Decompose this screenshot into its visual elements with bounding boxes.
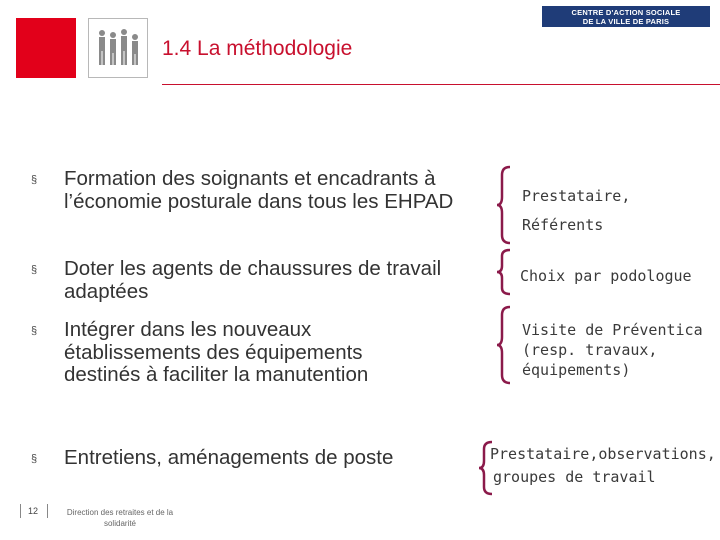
- brace-icon: [496, 305, 516, 385]
- footer-line: Direction des retraites et de la: [66, 508, 174, 517]
- list-item: Entretiens, aménagements de poste: [64, 446, 394, 469]
- brace-icon: [496, 165, 516, 245]
- note-line: (resp. travaux,: [522, 341, 658, 359]
- bullet-marker: §: [31, 174, 38, 186]
- footer-divider: [47, 504, 48, 518]
- note-line: groupes de travail: [493, 468, 656, 486]
- organization-logo: [542, 6, 710, 27]
- logo-line-2: DE LA VILLE DE PARIS: [582, 17, 670, 26]
- note-line: Référents: [522, 216, 604, 234]
- bullet-marker: §: [31, 325, 38, 337]
- brace-icon: [496, 248, 516, 296]
- note-prestataire: [522, 186, 630, 235]
- page-title: 1.4 La méthodologie: [162, 37, 353, 60]
- note-line: Visite de Préventica: [522, 321, 703, 339]
- footer-line: solidarité: [103, 519, 136, 528]
- list-item: Formation des soignants et encadrants à l’économie posturale dans tous les EHPAD: [64, 167, 454, 213]
- logo-line-1: CENTRE D'ACTION SOCIALE: [571, 8, 681, 17]
- page-number: 12: [28, 506, 39, 516]
- note-podologue: [520, 266, 692, 286]
- list-item: Intégrer dans les nouveaux établissements des équipements destinés à faciliter la manutention: [64, 318, 369, 386]
- note-observations: [490, 444, 716, 487]
- note-line: Prestataire,observations,: [490, 445, 716, 463]
- footer-divider: [20, 504, 21, 518]
- red-decor-block: [16, 18, 76, 78]
- list-item: Doter les agents de chaussures de travail adaptées: [64, 257, 442, 303]
- note-line: Choix par podologue: [520, 267, 692, 285]
- note-line: équipements): [522, 361, 631, 379]
- people-illustration: [88, 18, 148, 78]
- note-line: Prestataire,: [522, 187, 631, 205]
- footer-text: [50, 507, 190, 529]
- bullet-marker: §: [31, 453, 38, 465]
- note-preventica: [522, 320, 703, 380]
- title-divider: [162, 84, 720, 85]
- bullet-marker: §: [31, 264, 38, 276]
